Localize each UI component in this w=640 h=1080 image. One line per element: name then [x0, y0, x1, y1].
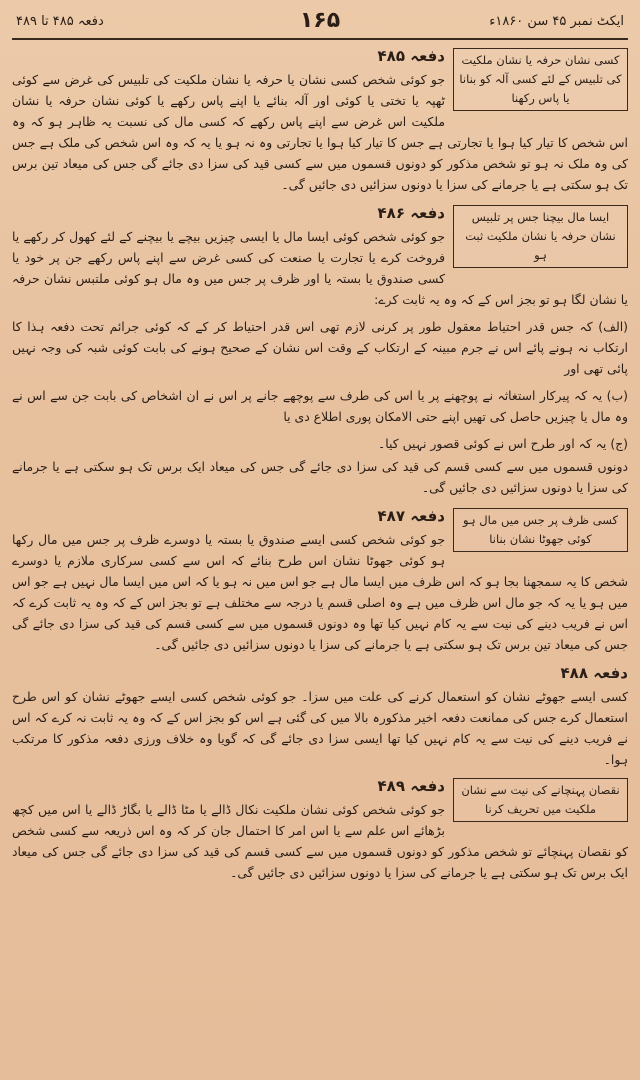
section-number: دفعہ ۴۸۷ [377, 507, 445, 525]
section-text: جو کوئی شخص کوئی نشان ملکیت نکال ڈالے یا مٹا ڈالے یا بگاڑ ڈالے یا اس میں کچھ بڑھائے اس علم سے یا اس امر کا احتمال جان کر کہ وہ اس ذریعہ سے کسی شخص کو نقصان پہنچائے تو شخص مذکور کو دونوں قسموں میں سے کسی قسم کی قید کی سزا دی جائے گی جس کی میعاد ایک برس تک ہو سکتی ہے یا جرمانے کی سزا یا دونوں سزائیں دی جائیں گی۔ [12, 802, 628, 880]
marginal-note: کسی نشان حرفہ یا نشان ملکیت کی تلبیس کے لئے کسی آلہ کو بنانا یا پاس رکھنا [453, 48, 628, 111]
page-header [12, 8, 628, 40]
section-485 [12, 46, 628, 197]
clause-c: (ج) یہ کہ اور طرح اس نے کوئی قصور نہیں کیا۔ [378, 436, 628, 451]
section-text: جو کوئی شخص کوئی ایسا مال یا ایسی چیزیں بیچے یا بیچنے کے لئے کھول کر رکھے یا فروخت کرے یا تجارت یا صنعت کی کسی غرض سے اپنے پاس رکھے جن پر خود یا کسی صندوق یا بستہ یا اور ظرف پر جس میں وہ مال ہو کوئی ملتبس نشان حرفہ یا نشان لگا ہو تو بجز اس کے کہ وہ یہ ثابت کرے: [12, 229, 628, 307]
section-488 [12, 663, 628, 770]
section-text: جو کوئی شخص کسی نشان یا حرفہ یا نشان ملکیت کی تلبیس کی غرض سے کوئی ٹھپہ یا تختی یا کوئی اور آلہ بنائے یا اپنے پاس رکھے یا کوئی نشان حرفہ یا نشان ملکیت اس غرض سے اپنے پاس رکھے کہ کسی مال کی نسبت یہ ظاہر ہو کہ وہ اس شخص کا تیار کیا ہوا یا تجارتی ہے جس کا تیار کیا ہوا یا تجارتی وہ نہ ہو یا یہ کہ وہ اس شخص کی ملک ہے جس کی وہ ملک نہ ہو تو شخص مذکور کو دونوں قسموں میں سے کسی قید کی سزا دی جائے گی جس کی میعاد تین برس تک ہو سکتی ہے یا جرمانے کی سزا یا دونوں سزائیں دی جائیں گی۔ [12, 72, 628, 192]
document-body [12, 46, 628, 885]
page-number: ۱۶۵ [299, 8, 341, 33]
marginal-note: ایسا مال بیچنا جس پر تلبیس نشان حرفہ یا نشان ملکیت ثبت ہو [453, 205, 628, 268]
penalty-text: دونوں قسموں میں سے کسی قسم کی قید کی سزا دی جائے گی جس کی میعاد ایک برس تک ہو سکتی ہے یا جرمانے کی سزا یا دونوں سزائیں دی جائیں گی۔ [12, 459, 628, 495]
section-text: جو کوئی شخص کسی ایسے صندوق یا بستہ یا دوسرے ظرف پر جس میں مال رکھا ہو کوئی جھوٹا نشان اس طرح بنائے کہ اس سے کسی سرکاری ملازم یا دوسرے شخص کا یہ سمجھنا بجا ہو کہ اس ظرف میں ایسا مال ہے جو اس میں نہ ہو یا کہ اس میں ایسا مال نہیں ہے جو اس میں ہو یا یہ کہ جو مال اس ظرف میں ہے وہ اصلی قسم یا درجہ سے مختلف ہے تو بجز اس کے کہ وہ یہ ثابت کرے کہ اس نے فریب دینے کی نیت سے یہ کام نہیں کیا تھا وہ دونوں قسموں میں سے کسی قسم کی قید کی سزا دی جائے گی جس کی میعاد تین برس تک ہو سکتی ہے یا جرمانے کی سزا یا دونوں سزائیں دی جائیں گی۔ [12, 532, 628, 652]
act-reference: ایکٹ نمبر ۴۵ سن ۱۸۶۰ء [489, 14, 624, 29]
clause-a: (الف) کہ جس قدر احتیاط معقول طور پر کرنی لازم تھی اس قدر احتیاط کر کے کہ کوئی جرائم تحت دفعہ ہذا کا ارتکاب نہ ہونے پائے اس نے جرم مبینہ کے ارتکاب کے وقت اس نشان کے صحیح ہونے کی بابت کوئی شبہ کی وجہ نہیں پائی تھی اور [12, 319, 628, 376]
section-range: دفعہ ۴۸۵ تا ۴۸۹ [16, 14, 104, 29]
marginal-note: کسی ظرف پر جس میں مال ہو کوئی جھوٹا نشان بنانا [453, 508, 628, 552]
section-number: دفعہ ۴۸۸ [560, 664, 628, 682]
marginal-note: نقصان پہنچانے کی نیت سے نشان ملکیت میں تحریف کرنا [453, 778, 628, 822]
section-number: دفعہ ۴۸۶ [377, 204, 445, 222]
section-text: کسی ایسے جھوٹے نشان کو استعمال کرنے کی علت میں سزا۔ جو کوئی شخص کسی ایسے جھوٹے نشان کو اس طرح استعمال کرے جس کی ممانعت دفعہ اخیر مذکورہ بالا میں کی گئی ہے اس کو بجز اس کے کہ وہ یہ ثابت نہ کرے کہ اس نے فریب دینے کی نیت سے یہ کام نہیں کیا تھا ایسی سزا دی جائے گی کہ گویا وہ خلاف ورزی دفعہ مذکور کا مرتکب ہوا۔ [12, 689, 628, 767]
section-489 [12, 776, 628, 885]
clause-b: (ب) یہ کہ پیرکار استغاثہ نے پوچھنے پر یا اس کی طرف سے پوچھے جانے پر اس نے ان اشخاص کی بابت جن سے اس نے وہ مال یا چیزیں حاصل کی تھیں اپنے حتی الامکان پوری اطلاع دی یا [12, 388, 628, 424]
section-486 [12, 203, 628, 500]
section-number: دفعہ ۴۸۵ [377, 47, 445, 65]
section-number: دفعہ ۴۸۹ [377, 777, 445, 795]
section-487 [12, 506, 628, 657]
